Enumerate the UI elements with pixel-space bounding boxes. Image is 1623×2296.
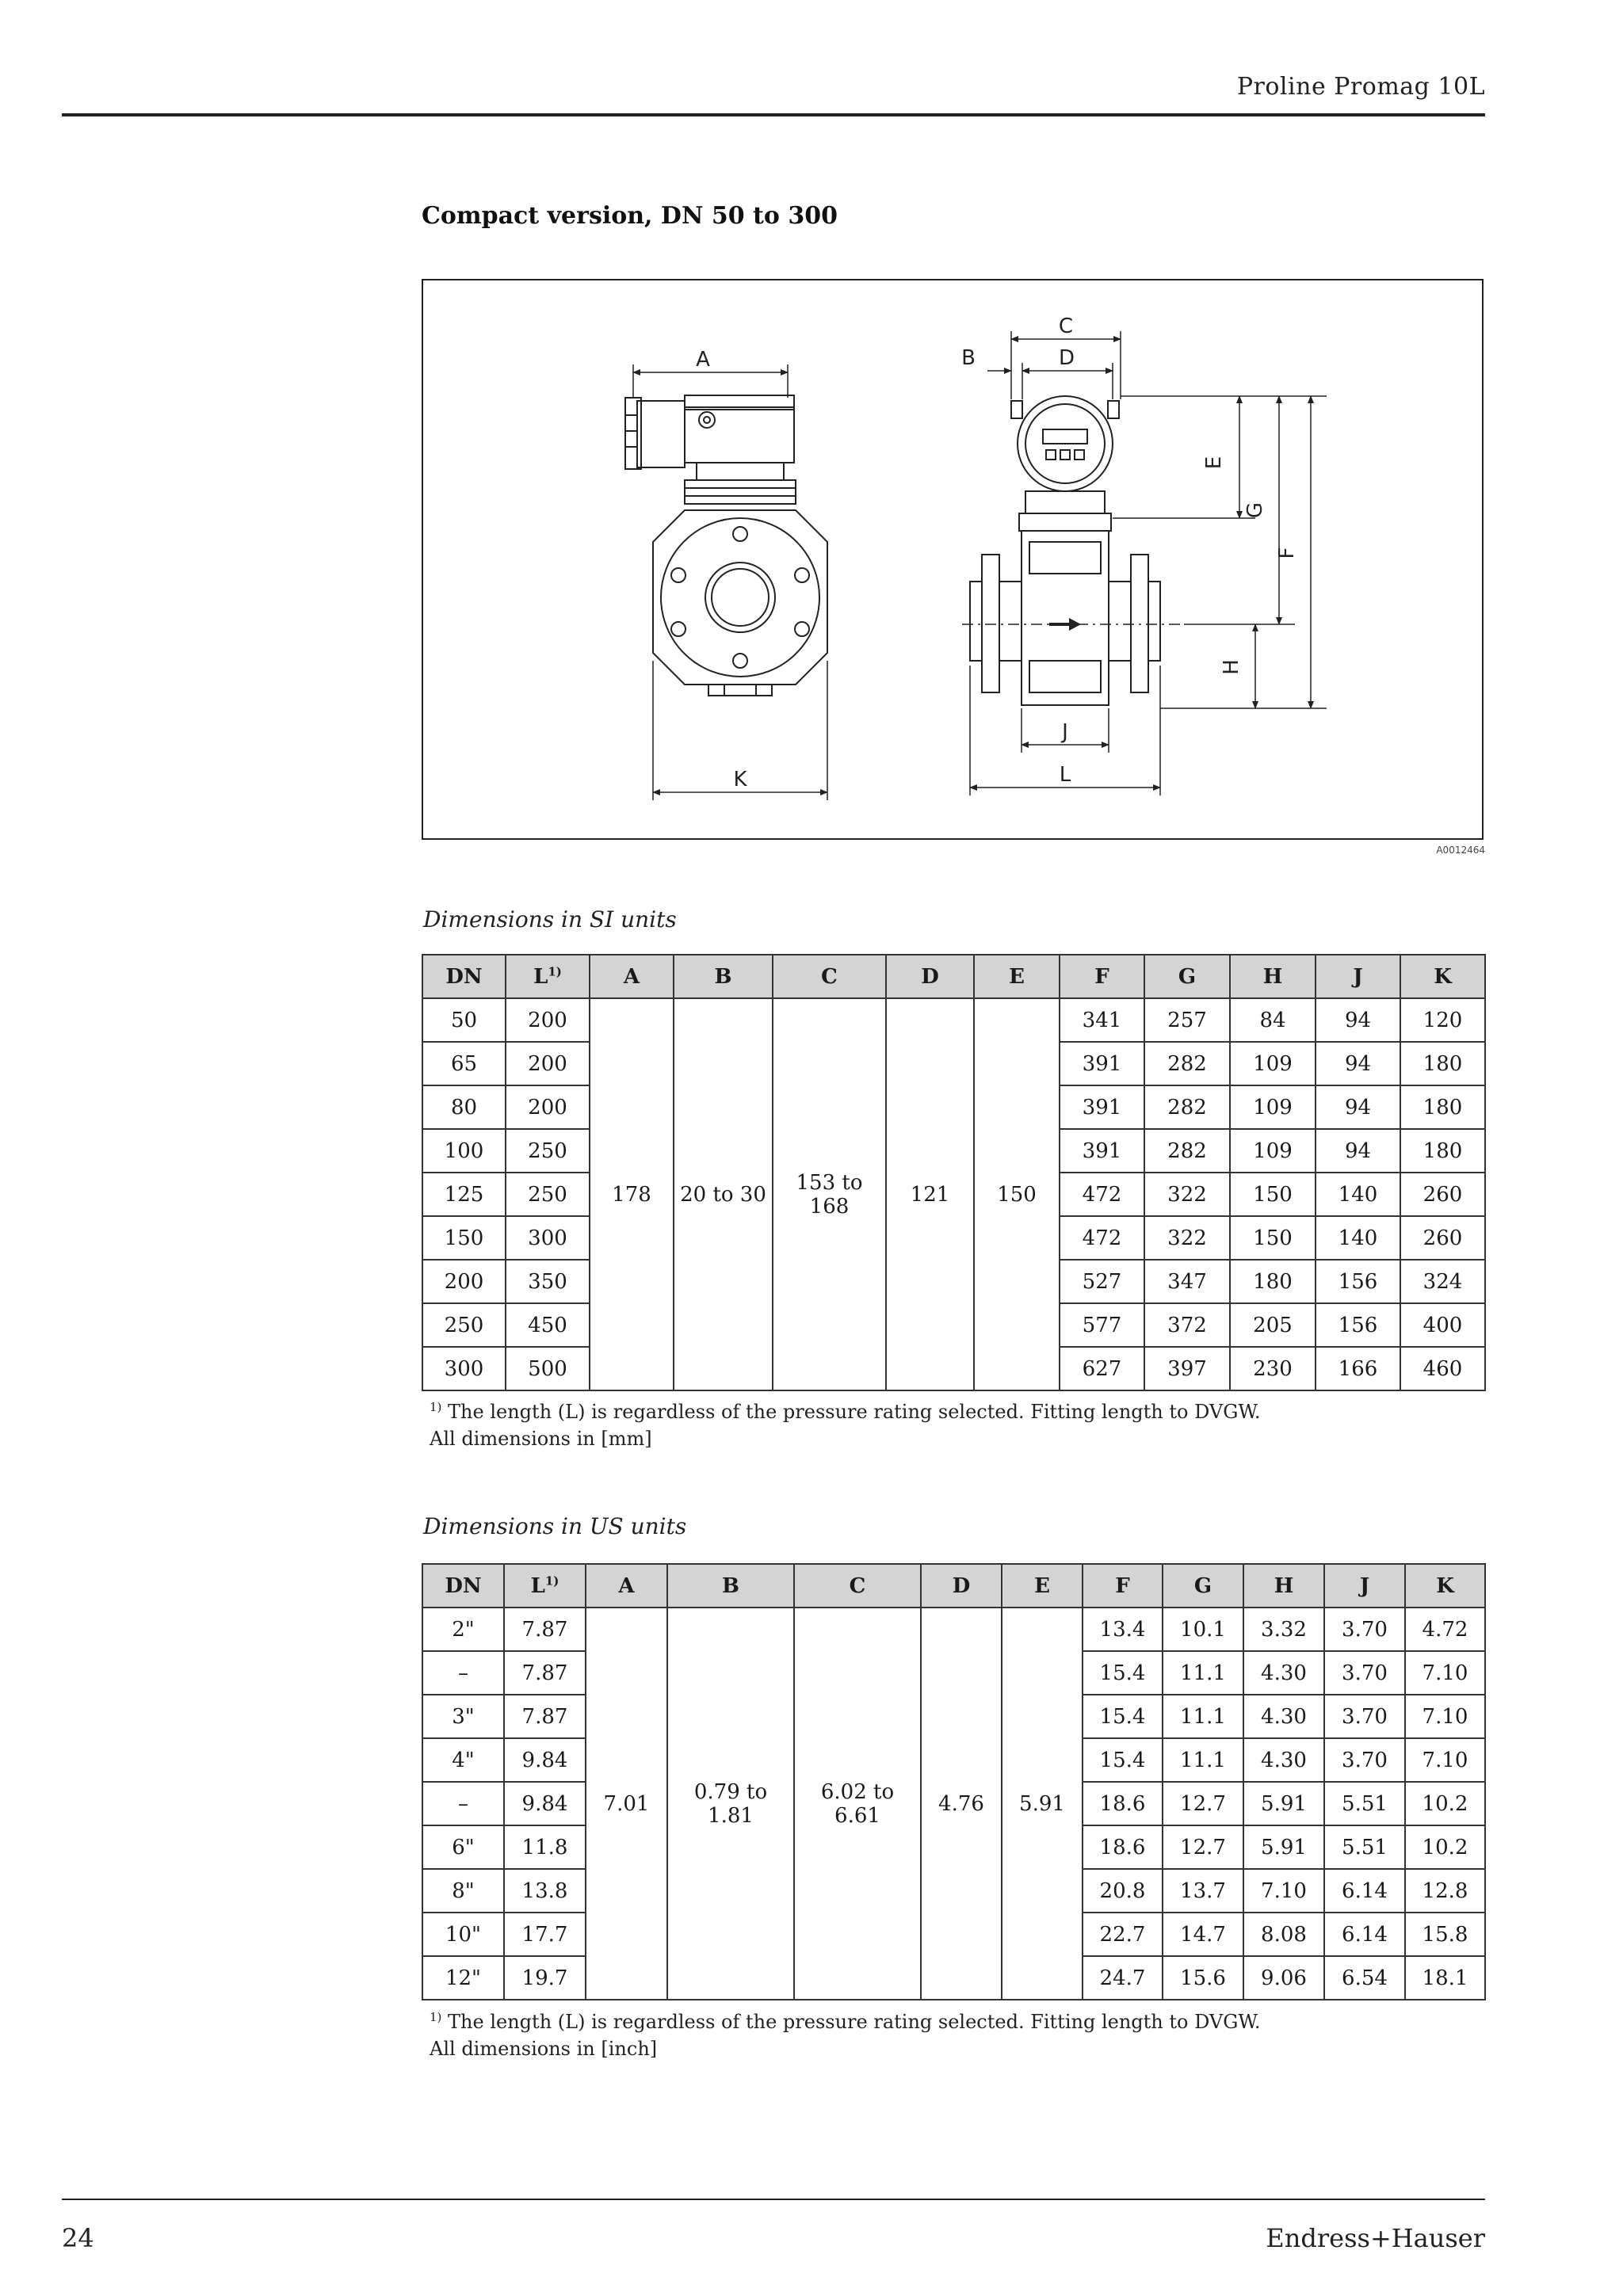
cell-dn: 10"	[422, 1913, 504, 1956]
col-header-dn: DN	[422, 955, 506, 998]
col-header-dn: DN	[422, 1564, 504, 1608]
cell-dn: 80	[422, 1085, 506, 1129]
col-header-c: C	[794, 1564, 921, 1608]
page-number: 24	[62, 2223, 94, 2253]
cell-h: 109	[1230, 1042, 1316, 1085]
cell-l: 300	[506, 1216, 590, 1260]
cell-e-merged: 5.91	[1002, 1608, 1083, 2000]
cell-j: 94	[1316, 1129, 1400, 1173]
cell-g: 11.1	[1163, 1695, 1243, 1738]
cell-j: 3.70	[1324, 1695, 1405, 1738]
footer-rule	[62, 2199, 1485, 2200]
col-header-h: H	[1243, 1564, 1324, 1608]
flowmeter-drawing-svg	[423, 280, 1485, 841]
cell-h: 150	[1230, 1173, 1316, 1216]
cell-k: 7.10	[1405, 1738, 1485, 1782]
cell-f: 18.6	[1083, 1825, 1163, 1869]
table-header-row	[422, 955, 1485, 998]
cell-j: 166	[1316, 1347, 1400, 1390]
col-header-g: G	[1144, 955, 1230, 998]
cell-l: 250	[506, 1173, 590, 1216]
cell-j: 94	[1316, 1085, 1400, 1129]
front-view-sensor	[962, 531, 1184, 705]
cell-k: 10.2	[1405, 1825, 1485, 1869]
dim-label-k: K	[733, 768, 747, 791]
col-header-b: B	[674, 955, 773, 998]
cell-f: 15.4	[1083, 1695, 1163, 1738]
cell-dn: 250	[422, 1303, 506, 1347]
cell-k: 7.10	[1405, 1651, 1485, 1695]
dimension-drawing	[422, 279, 1484, 840]
cell-c-merged: 153 to 168	[773, 998, 886, 1390]
cell-g: 347	[1144, 1260, 1230, 1303]
cell-g: 11.1	[1163, 1651, 1243, 1695]
cell-l: 11.8	[504, 1825, 586, 1869]
cell-a-merged: 178	[590, 998, 674, 1390]
cell-h: 4.30	[1243, 1695, 1324, 1738]
cell-h: 7.10	[1243, 1869, 1324, 1913]
cell-f: 627	[1060, 1347, 1144, 1390]
running-header-title: Proline Promag 10L	[1236, 73, 1485, 101]
figure-id: A0012464	[1436, 845, 1485, 856]
cell-g: 13.7	[1163, 1869, 1243, 1913]
cell-f: 18.6	[1083, 1782, 1163, 1825]
table-header-row	[422, 1564, 1485, 1608]
cell-g: 11.1	[1163, 1738, 1243, 1782]
cell-g: 12.7	[1163, 1825, 1243, 1869]
cell-g: 282	[1144, 1085, 1230, 1129]
cell-dn: 12"	[422, 1956, 504, 2000]
cell-f: 341	[1060, 998, 1144, 1042]
cell-a-merged: 7.01	[586, 1608, 667, 2000]
dimension-lines	[633, 331, 1327, 800]
table-row	[422, 1608, 1485, 1651]
col-header-k: K	[1405, 1564, 1485, 1608]
cell-l: 200	[506, 1085, 590, 1129]
col-header-d: D	[886, 955, 974, 998]
cell-j: 3.70	[1324, 1651, 1405, 1695]
cell-f: 15.4	[1083, 1651, 1163, 1695]
cell-e-merged: 150	[974, 998, 1060, 1390]
front-view-housing	[1011, 396, 1119, 531]
cell-k: 10.2	[1405, 1782, 1485, 1825]
cell-f: 13.4	[1083, 1608, 1163, 1651]
cell-h: 4.30	[1243, 1738, 1324, 1782]
cell-k: 180	[1400, 1042, 1485, 1085]
cell-k: 15.8	[1405, 1913, 1485, 1956]
cell-k: 4.72	[1405, 1608, 1485, 1651]
cell-k: 120	[1400, 998, 1485, 1042]
dim-label-c: C	[1058, 315, 1074, 338]
dim-label-h: H	[1220, 659, 1243, 675]
us-table-note: $^{1)}$ The length (L) is regardless of the pressure rating selected. Fitting length to DVGW. All dimensions in [inch]	[430, 2010, 1261, 2060]
cell-j: 5.51	[1324, 1782, 1405, 1825]
cell-h: 3.32	[1243, 1608, 1324, 1651]
cell-dn: 4"	[422, 1738, 504, 1782]
col-header-e: E	[974, 955, 1060, 998]
cell-l: 19.7	[504, 1956, 586, 2000]
dim-label-a: A	[696, 348, 710, 372]
cell-j: 6.54	[1324, 1956, 1405, 2000]
cell-dn: 50	[422, 998, 506, 1042]
cell-h: 109	[1230, 1085, 1316, 1129]
us-table-caption: Dimensions in US units	[423, 1513, 687, 1539]
si-table-caption: Dimensions in SI units	[423, 906, 677, 933]
cell-g: 282	[1144, 1129, 1230, 1173]
col-header-j: J	[1316, 955, 1400, 998]
header-rule	[62, 113, 1485, 116]
cell-l: 7.87	[504, 1608, 586, 1651]
cell-j: 3.70	[1324, 1608, 1405, 1651]
cell-l: 350	[506, 1260, 590, 1303]
dim-label-e: E	[1202, 456, 1226, 470]
cell-f: 391	[1060, 1042, 1144, 1085]
cell-l: 250	[506, 1129, 590, 1173]
cell-f: 577	[1060, 1303, 1144, 1347]
cell-f: 472	[1060, 1216, 1144, 1260]
cell-dn: 300	[422, 1347, 506, 1390]
col-header-l: $L^{1)}$	[504, 1564, 586, 1608]
cell-l: 13.8	[504, 1869, 586, 1913]
cell-d-merged: 4.76	[921, 1608, 1002, 2000]
cell-j: 6.14	[1324, 1913, 1405, 1956]
cell-f: 24.7	[1083, 1956, 1163, 2000]
cell-g: 12.7	[1163, 1782, 1243, 1825]
cell-j: 140	[1316, 1216, 1400, 1260]
cell-k: 400	[1400, 1303, 1485, 1347]
cell-j: 94	[1316, 1042, 1400, 1085]
cell-l: 9.84	[504, 1738, 586, 1782]
cell-l: 17.7	[504, 1913, 586, 1956]
side-view-housing	[625, 395, 796, 504]
cell-j: 3.70	[1324, 1738, 1405, 1782]
table-row	[422, 998, 1485, 1042]
cell-h: 109	[1230, 1129, 1316, 1173]
dim-label-d: D	[1058, 346, 1075, 370]
cell-l: 500	[506, 1347, 590, 1390]
cell-k: 260	[1400, 1173, 1485, 1216]
cell-g: 14.7	[1163, 1913, 1243, 1956]
brand-name: Endress+Hauser	[1266, 2223, 1485, 2253]
cell-l: 450	[506, 1303, 590, 1347]
col-header-h: H	[1230, 955, 1316, 998]
col-header-k: K	[1400, 955, 1485, 998]
flow-direction-arrow	[1049, 618, 1081, 631]
cell-l: 9.84	[504, 1782, 586, 1825]
dim-label-g: G	[1243, 502, 1267, 519]
cell-dn: 6"	[422, 1825, 504, 1869]
cell-l: 7.87	[504, 1651, 586, 1695]
cell-k: 180	[1400, 1129, 1485, 1173]
cell-dn: –	[422, 1651, 504, 1695]
cell-k: 180	[1400, 1085, 1485, 1129]
col-header-a: A	[590, 955, 674, 998]
cell-h: 8.08	[1243, 1913, 1324, 1956]
cell-k: 12.8	[1405, 1869, 1485, 1913]
col-header-c: C	[773, 955, 886, 998]
cell-g: 322	[1144, 1216, 1230, 1260]
col-header-j: J	[1324, 1564, 1405, 1608]
col-header-g: G	[1163, 1564, 1243, 1608]
cell-k: 460	[1400, 1347, 1485, 1390]
cell-dn: 3"	[422, 1695, 504, 1738]
cell-h: 9.06	[1243, 1956, 1324, 2000]
cell-b-merged: 20 to 30	[674, 998, 773, 1390]
col-header-d: D	[921, 1564, 1002, 1608]
cell-l: 200	[506, 1042, 590, 1085]
side-view-flange	[653, 510, 827, 696]
col-header-e: E	[1002, 1564, 1083, 1608]
si-table-note: $^{1)}$ The length (L) is regardless of the pressure rating selected. Fitting length to DVGW. All dimensions in [mm]	[430, 1400, 1261, 1450]
cell-dn: –	[422, 1782, 504, 1825]
cell-k: 260	[1400, 1216, 1485, 1260]
cell-l: 7.87	[504, 1695, 586, 1738]
col-header-l: $L^{1)}$	[506, 955, 590, 998]
cell-dn: 125	[422, 1173, 506, 1216]
cell-h: 4.30	[1243, 1651, 1324, 1695]
cell-j: 94	[1316, 998, 1400, 1042]
cell-j: 6.14	[1324, 1869, 1405, 1913]
section-heading: Compact version, DN 50 to 300	[422, 202, 838, 230]
col-header-f: F	[1060, 955, 1144, 998]
cell-g: 10.1	[1163, 1608, 1243, 1651]
cell-dn: 2"	[422, 1608, 504, 1651]
cell-l: 200	[506, 998, 590, 1042]
cell-g: 397	[1144, 1347, 1230, 1390]
cell-j: 156	[1316, 1303, 1400, 1347]
cell-j: 156	[1316, 1260, 1400, 1303]
cell-b-merged: 0.79 to 1.81	[667, 1608, 794, 2000]
cell-h: 150	[1230, 1216, 1316, 1260]
cell-g: 322	[1144, 1173, 1230, 1216]
cell-g: 372	[1144, 1303, 1230, 1347]
cell-dn: 65	[422, 1042, 506, 1085]
dim-label-f: F	[1275, 547, 1299, 559]
cell-g: 282	[1144, 1042, 1230, 1085]
cell-j: 5.51	[1324, 1825, 1405, 1869]
col-header-f: F	[1083, 1564, 1163, 1608]
cell-c-merged: 6.02 to 6.61	[794, 1608, 921, 2000]
cell-f: 527	[1060, 1260, 1144, 1303]
cell-f: 22.7	[1083, 1913, 1163, 1956]
cell-f: 472	[1060, 1173, 1144, 1216]
cell-d-merged: 121	[886, 998, 974, 1390]
cell-h: 84	[1230, 998, 1316, 1042]
cell-h: 180	[1230, 1260, 1316, 1303]
cell-f: 15.4	[1083, 1738, 1163, 1782]
cell-dn: 150	[422, 1216, 506, 1260]
dim-label-l: L	[1059, 763, 1071, 787]
cell-k: 18.1	[1405, 1956, 1485, 2000]
cell-h: 230	[1230, 1347, 1316, 1390]
cell-k: 7.10	[1405, 1695, 1485, 1738]
cell-h: 205	[1230, 1303, 1316, 1347]
cell-h: 5.91	[1243, 1825, 1324, 1869]
dim-label-b: B	[961, 346, 976, 370]
cell-h: 5.91	[1243, 1782, 1324, 1825]
cell-g: 257	[1144, 998, 1230, 1042]
cell-f: 391	[1060, 1085, 1144, 1129]
cell-k: 324	[1400, 1260, 1485, 1303]
si-dimensions-table	[422, 954, 1486, 1391]
cell-f: 20.8	[1083, 1869, 1163, 1913]
cell-f: 391	[1060, 1129, 1144, 1173]
cell-dn: 200	[422, 1260, 506, 1303]
dim-label-j: J	[1062, 720, 1068, 744]
col-header-b: B	[667, 1564, 794, 1608]
col-header-a: A	[586, 1564, 667, 1608]
us-dimensions-table	[422, 1563, 1486, 2000]
cell-g: 15.6	[1163, 1956, 1243, 2000]
cell-dn: 8"	[422, 1869, 504, 1913]
cell-j: 140	[1316, 1173, 1400, 1216]
cell-dn: 100	[422, 1129, 506, 1173]
